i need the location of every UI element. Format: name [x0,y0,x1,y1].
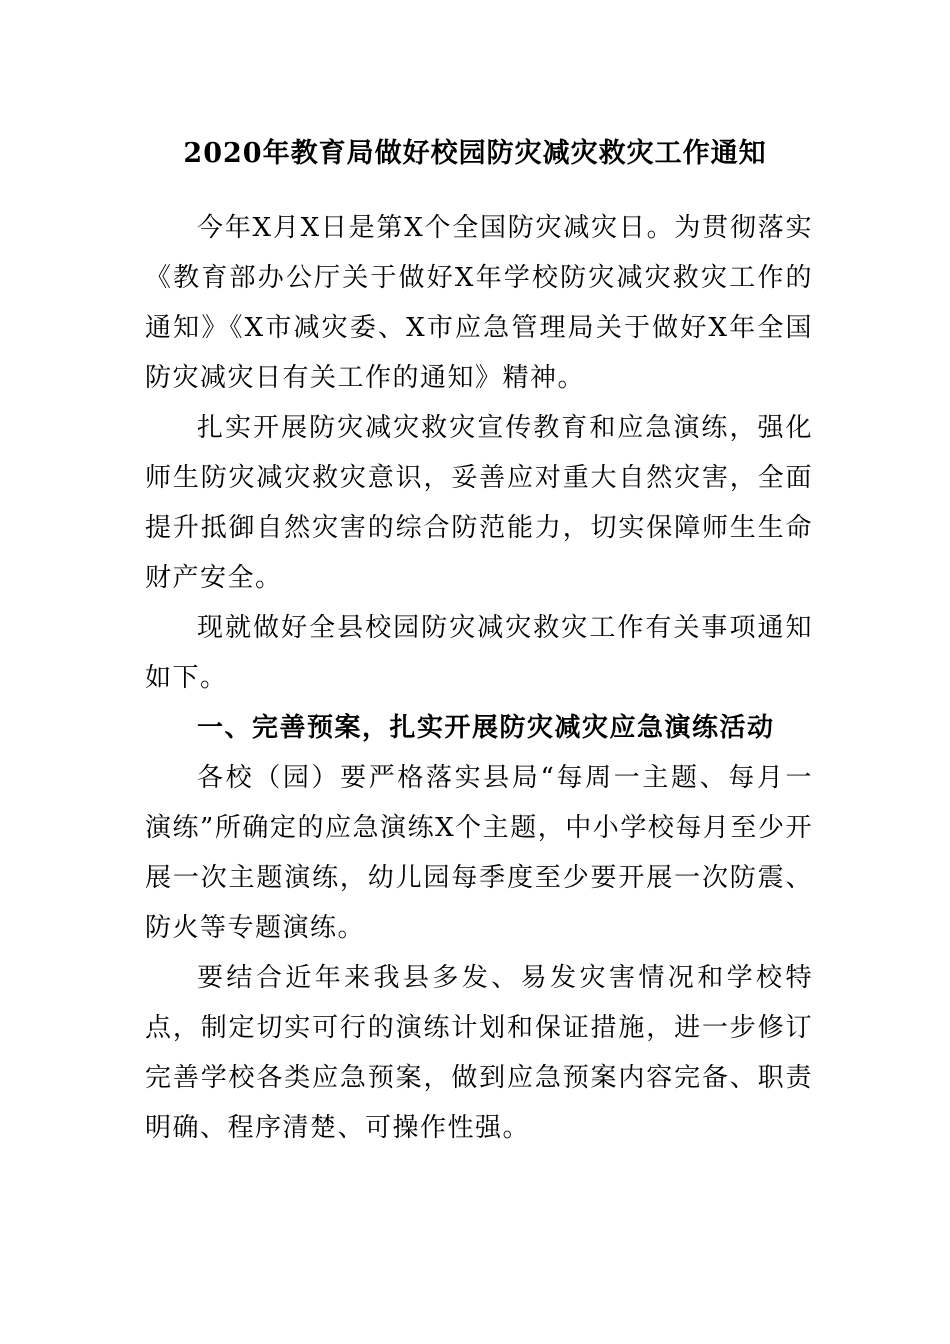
document-title: 2020年教育局做好校园防灾减灾救灾工作通知 [183,138,767,169]
section-heading-1: 一、完善预案，扎实开展防灾减灾应急演练活动 [197,713,775,743]
paragraph-drill-plans: 要结合近年来我县多发、易发灾害情况和学校特点，制定切实可行的演练计划和保证措施，进一步修订完善学校各类应急预案，做到应急预案内容完备、职责明确、程序清楚、可操作性强。 [145,963,813,1143]
paragraph-intro: 今年X月X日是第X个全国防灾减灾日。为贯彻落实《教育部办公厅关于做好X年学校防灾减灾救灾工作的通知》《X市减灾委、X市应急管理局关于做好X年全国防灾减灾日有关工作的通知》精神。 [145,213,813,393]
document-body [145,203,813,1153]
paragraph-purpose: 扎实开展防灾减灾救灾宣传教育和应急演练，强化师生防灾减灾救灾意识，妥善应对重大自然灾害，全面提升抵御自然灾害的综合防范能力，切实保障师生生命财产安全。 [145,413,813,593]
paragraph-notice: 现就做好全县校园防灾减灾救灾工作有关事项通知如下。 [145,613,813,693]
paragraph-drill-requirements: 各校（园）要严格落实县局“每周一主题、每月一演练”所确定的应急演练X个主题，中小学校每月至少开展一次主题演练，幼儿园每季度至少要开展一次防震、防火等专题演练。 [145,763,813,943]
